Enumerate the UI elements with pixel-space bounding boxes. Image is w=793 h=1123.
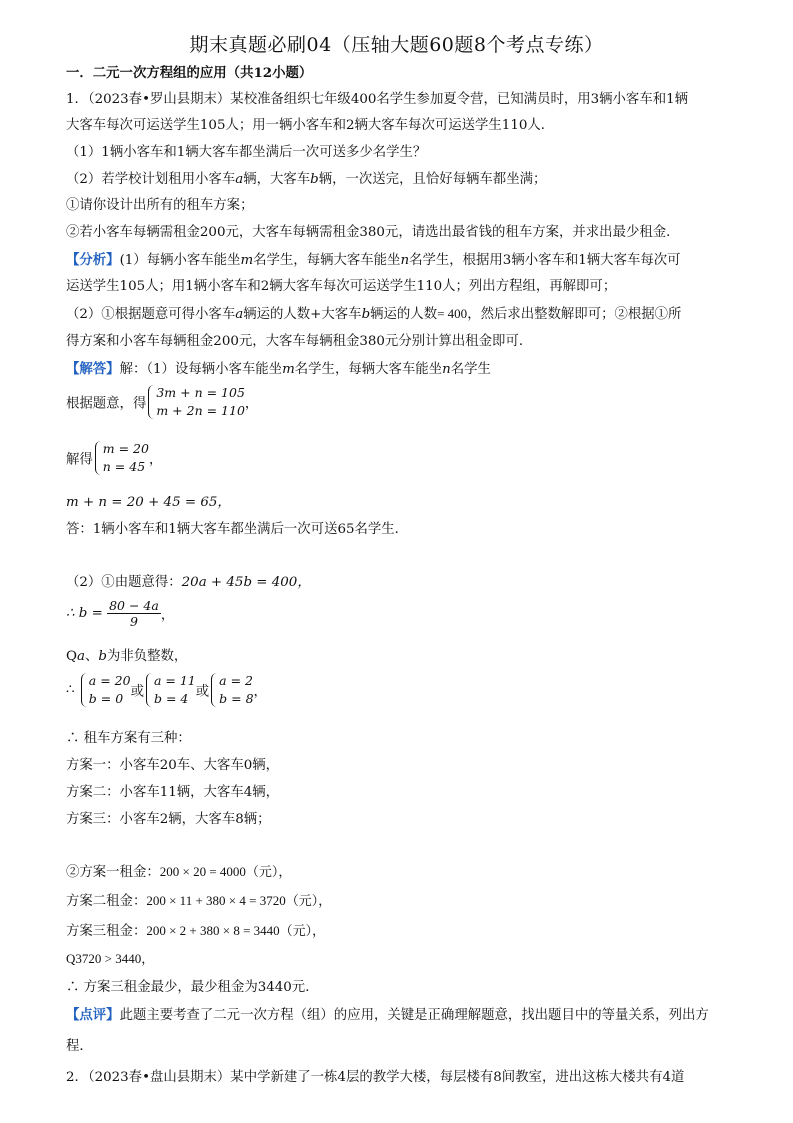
conclusion: ∴ 方案三租金最少，最少租金为3440元． bbox=[66, 980, 319, 995]
system-brace: 3m + n = 105 m + 2n = 110 bbox=[146, 384, 245, 420]
fraction: $\frac{80 - 4a}{9}$ bbox=[109, 598, 159, 629]
q1-part2-sub1: ①请你设计出所有的租车方案； bbox=[66, 198, 254, 213]
analysis-line1: 【分析】(1）每辆小客车能坐m名学生，每辆大客车能坐n名学生，根据用3辆小客车和1辆大客车每次可 bbox=[66, 252, 681, 268]
q1-part1: （1）1辆小客车和1辆大客车都坐满后一次可送多少名学生？ bbox=[66, 145, 427, 160]
q1-stem-line1: 1．（2023春•罗山县期末）某校准备组织七年级400名学生参加夏令营，已知满员时，用3辆小客车和1辆 bbox=[66, 92, 689, 107]
answer-1: 答：1辆小客车和1辆大客车都坐满后一次可送65名学生． bbox=[66, 522, 409, 537]
comment-line2: 程． bbox=[66, 1039, 93, 1054]
plan-2: 方案二：小客车11辆，大客车4辆， bbox=[66, 785, 280, 800]
plan-1: 方案一：小客车20车、大客车0辆， bbox=[66, 758, 280, 773]
analysis-line4: 得方案和小客车每辆租金200元，大客车每辆租金380元分别计算出租金即可． bbox=[66, 334, 533, 349]
case1-brace: a = 20 b = 0 bbox=[79, 672, 131, 708]
solution-brace: m = 20 n = 45 bbox=[93, 440, 149, 476]
solution-system: 解得 m = 20 n = 45 ， bbox=[66, 441, 163, 474]
part2-equation: （2）①由题意得：20a + 45b = 400， bbox=[66, 575, 311, 590]
analysis-line2: 运送学生105人；用1辆小客车和2辆大客车每次可运送学生110人；列出方程组，再解即可； bbox=[66, 279, 617, 294]
comment-tag: 【点评】 bbox=[66, 1007, 120, 1023]
page-title: 期末真题必刷04（压轴大题60题8个考点专练） bbox=[189, 34, 604, 56]
cost-3: 方案三租金：200 × 2 + 380 × 8 = 3440（元）， bbox=[66, 923, 326, 939]
q1-part2-sub2: ②若小客车每辆需租金200元，大客车每辆需租金380元，请选出最省钱的租车方案，并求出最少租金． bbox=[66, 225, 680, 240]
comment-line1: 【点评】此题主要考查了二元一次方程（组）的应用，关键是正确理解题意，找出题目中的等量关系，列出方 bbox=[66, 1007, 709, 1023]
comparison: Q3720 > 3440， bbox=[66, 951, 155, 966]
analysis-line3: （2）①根据题意可得小客车a辆运的人数+大客车b辆运的人数= 400，然后求出整数解即可；②根据①所 bbox=[66, 306, 682, 322]
cost-2: 方案二租金：200 × 11 + 380 × 4 = 3720（元）， bbox=[66, 893, 332, 909]
fraction-line: ∴ b = $\frac{80 - 4a}{9}$ ， bbox=[66, 598, 175, 629]
case3-brace: a = 2 b = 8 bbox=[209, 672, 253, 708]
section-heading: 一．二元一次方程组的应用（共12小题） bbox=[66, 65, 313, 81]
cases-line: ∴ a = 20 b = 0 或 a = 11 b = 4 或 a = 2 b = 8 ， bbox=[66, 673, 267, 706]
sum-line: m + n = 20 + 45 = 65， bbox=[66, 495, 231, 510]
q1-part2: （2）若学校计划租用小客车a辆，大客车b辆，一次送完，且恰好每辆车都坐满； bbox=[66, 172, 547, 187]
nonneg-line: Qa、b为非负整数， bbox=[66, 649, 188, 664]
cost-1: ②方案一租金：200 × 20 = 4000（元）， bbox=[66, 864, 292, 880]
solution-line1: 【解答】解：（1）设每辆小客车能坐m名学生，每辆大客车能坐n名学生 bbox=[66, 361, 491, 377]
q1-stem-line2: 大客车每次可运送学生105人；用一辆小客车和2辆大客车每次可运送学生110人． bbox=[66, 118, 555, 133]
three-plans: ∴ 租车方案有三种： bbox=[66, 731, 191, 746]
analysis-tag: 【分析】 bbox=[66, 252, 120, 268]
case2-brace: a = 11 b = 4 bbox=[144, 672, 196, 708]
plan-3: 方案三：小客车2辆，大客车8辆； bbox=[66, 812, 271, 827]
q2-stem-line1: 2．（2023春•盘山县期末）某中学新建了一栋4层的教学大楼，每层楼有8间教室，进出这栋大楼共有4道 bbox=[66, 1070, 685, 1085]
equation-system: 根据题意，得 3m + n = 105 m + 2n = 110 ， bbox=[66, 385, 259, 418]
solution-tag: 【解答】 bbox=[66, 361, 120, 377]
